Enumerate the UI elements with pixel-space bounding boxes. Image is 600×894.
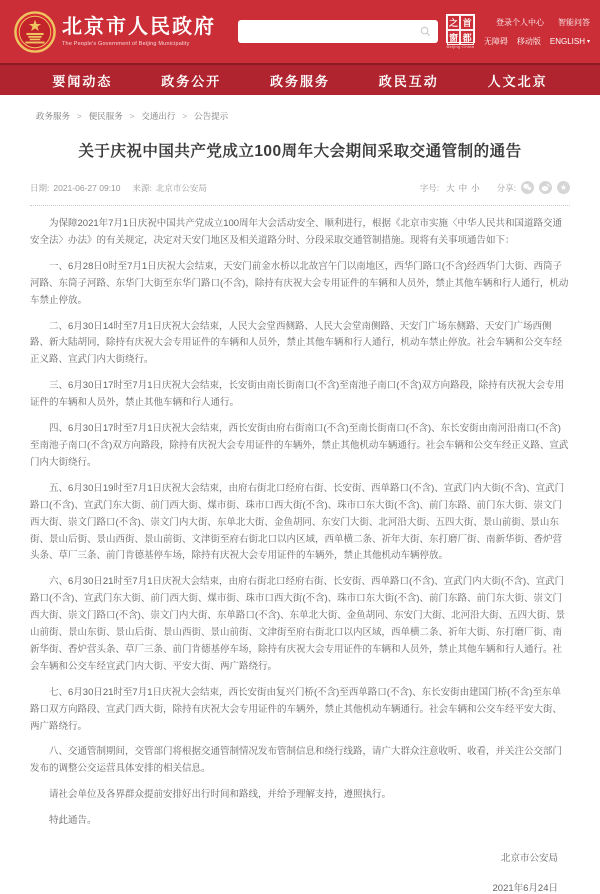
nav-item[interactable]: 政务服务 [269, 73, 330, 89]
signature-date: 2021年6月24日 [492, 883, 558, 894]
article-paragraph: 请社会单位及各界群众提前安排好出行时间和路线，并给予理解支持，遵照执行。 [49, 789, 392, 801]
article-paragraph: 三、6月30日17时至7月1日庆祝大会结束，长安街由南长街南口(不含)至南池子南口(不含)双方向路段，除持有庆祝大会专用证件的车辆和人员外，禁止其他车辆和行人通行。 [30, 380, 565, 409]
favorite-star-icon[interactable] [557, 181, 570, 194]
top-link[interactable]: 智能问答 [558, 17, 590, 27]
fontsize-option[interactable]: 大 [446, 182, 455, 193]
seal-char: 都 [460, 30, 474, 45]
top-links-cn [484, 36, 541, 47]
site-logo[interactable] [14, 11, 216, 53]
breadcrumb-item[interactable]: 政务服务 [36, 111, 71, 121]
share-label: 分享: [496, 182, 516, 193]
header-search [238, 20, 438, 43]
site-header [0, 0, 600, 63]
dotted-divider [30, 205, 570, 206]
nav-item[interactable]: 政务公开 [161, 73, 222, 89]
search-icon[interactable] [420, 26, 431, 37]
national-emblem-icon [14, 11, 56, 53]
seal-char: 首 [460, 15, 474, 30]
article-source: 北京市公安局 [155, 182, 207, 193]
breadcrumb [0, 95, 600, 122]
breadcrumb-separator: > [129, 111, 135, 121]
fontsize-label: 字号: [419, 182, 440, 193]
article-paragraph: 一、6月28日0时至7月1日庆祝大会结束，天安门前金水桥以北故宫午门以南地区，西华门路口(不含)经西华门大街、西筒子河路、东筒子河路、东华门大街至东华门路口(不含)，除持有庆祝大会专用证件的车辆和人员外，禁止其他车辆和行人通行，机动车禁止停放。 [30, 260, 569, 306]
seal-char: 窗 [447, 30, 461, 45]
language-switch[interactable] [550, 36, 590, 47]
article-paragraph: 二、6月30日14时至7月1日庆祝大会结束，人民大会堂西侧路、人民大会堂南侧路、天安门广场东侧路、天安门广场西侧路、新大陆胡同，除持有庆祝大会专用证件的车辆和人员外，禁止其他车辆和行人通行，机动车禁止停放。社会车辆和公交车经正义路、宣武门内大街绕行。 [30, 320, 563, 366]
article-paragraph: 特此通告。 [49, 815, 97, 827]
breadcrumb-item[interactable]: 便民服务 [88, 111, 123, 121]
article-paragraph: 八、交通管制期间，交管部门将根据交通管制情况发布管制信息和绕行线路，请广大群众注意收听、收看，并关注公交部门发布的调整公交运营具体安排的相关信息。 [30, 746, 563, 775]
fontsize-option[interactable]: 中 [458, 182, 468, 193]
site-title: 北京市人民政府 [62, 15, 216, 38]
article-date: 2021-06-27 09:10 [53, 182, 121, 193]
fontsize-option[interactable]: 小 [471, 182, 480, 193]
article-meta [30, 181, 570, 194]
breadcrumb-separator: > [77, 111, 82, 121]
date-label: 日期: [30, 182, 50, 193]
top-links-row1 [496, 17, 590, 28]
article-paragraph: 五、6月30日19时至7月1日庆祝大会结束，由府右街北口经府右街、长安街、西单路口(不含)、宣武门内大街(不含)、宣武门路口(不含)、宣武门东大街、前门西大街、煤市街、珠市口西大街(不含)、珠市口东大街(不含)、前门东路、前门东大街、崇文门西大街、崇文门路口(不含)、崇文门内大街、东单北大街、金鱼胡同、东安门大街、北河沿大街、五四大街、景山前街、景山东街、景山后街、景山西街、景山前街、文津街至府右街北口以内区域，西单横二条、祈年大街、东打磨厂街、南新华街、香炉营头条、草厂三条、前门肯德基停车场，除持有庆祝大会专用证件的车辆外，禁止其他机动车辆停放。 [30, 482, 565, 562]
article-paragraph: 四、6月30日17时至7月1日庆祝大会结束，西长安街由府右街南口(不含)至南长街南口(不含)、东长安街由南河沿南口(不含)至南池子南口(不含)双方向路段，除持有庆祝大会专用证件的车辆外，禁止其他机动车辆通行。社会车辆和公交车经正义路、宣武门内大街绕行。 [30, 423, 569, 468]
article-paragraph: 六、6月30日21时至7月1日庆祝大会结束，由府右街北口经府右街、长安街、西单路口(不含)、宣武门内大街(不含)、宣武门路口(不含)、宣武门东大街、前门西大街、煤市街、珠市口西大街(不含)、珠市口东大街(不含)、前门东路、前门东大街、崇文门西大街、崇文门路口(不含)、崇文门内大街、东单路口(不含)、东单北大街、金鱼胡同、东安门大街、北河沿大街、五四大街、景山前街、景山东街、景山后街、景山西街、景山前街、文津街至府右街北口以内区域，西单横二条、祈年大街、东打磨厂街、南新华街、香炉营头条、草厂三条、前门肯德基停车场，除持有庆祝大会专用证件的车辆和人员外，禁止其他车辆和行人通行。社会车辆和公交车经宣武门内大街、平安大街、两广路绕行。 [30, 576, 566, 672]
fontsize-options [444, 182, 482, 194]
page-title: 关于庆祝中国共产党成立100周年大会期间采取交通管制的通告 [78, 143, 522, 160]
article-paragraph: 为保障2021年7月1日庆祝中国共产党成立100周年大会活动安全、顺利进行，根据《北京市实施〈中华人民共和国道路交通安全法〉办法》的有关规定，决定对天安门地区及相关道路分时、分段采取交通管制措施。现将有关事项通告如下： [30, 218, 563, 246]
breadcrumb-item[interactable]: 公告提示 [194, 111, 229, 121]
language-label: ENGLISH [549, 36, 585, 46]
search-input[interactable] [245, 26, 420, 38]
top-link[interactable]: 登录个人中心 [496, 17, 544, 27]
nav-item[interactable]: 政民互动 [378, 73, 439, 89]
top-link[interactable]: 移动版 [516, 36, 541, 46]
top-link[interactable]: 无障碍 [483, 36, 508, 46]
article-signature [42, 850, 558, 894]
chevron-down-icon: ▾ [586, 38, 590, 45]
article-body [30, 216, 570, 830]
signature-agency: 北京市公安局 [500, 853, 558, 865]
site-title-en: The People's Government of Beijing Municipality [62, 40, 190, 47]
top-links-row2 [484, 36, 590, 47]
source-label: 来源: [132, 182, 152, 193]
seal-grid [446, 14, 475, 43]
article-meta-left [30, 182, 211, 194]
seal-caption: Beijing·China [446, 44, 475, 49]
article-paragraph: 七、6月30日21时至7月1日庆祝大会结束，西长安街由复兴门桥(不含)至西单路口(不含)、东长安街由建国门桥(不含)至东单路口双方向路段、宣武门西大街，除持有庆祝大会专用证件的车辆外，禁止其他机动车辆通行。社会车辆和公交车经平安大街、两广路绕行。 [30, 686, 563, 732]
breadcrumb-separator: > [182, 111, 188, 121]
article-meta-right [420, 181, 570, 194]
wechat-share-icon[interactable] [521, 181, 534, 194]
nav-item[interactable]: 要闻动态 [52, 73, 113, 89]
breadcrumb-item[interactable]: 交通出行 [141, 111, 176, 121]
star-glyph: ★ [559, 182, 568, 192]
seal-char: 之 [447, 15, 461, 30]
nav-item[interactable]: 人文北京 [487, 73, 548, 89]
shoudu-zhichuang-seal[interactable] [446, 14, 475, 49]
weibo-share-icon[interactable] [539, 181, 552, 194]
main-nav [0, 63, 600, 95]
